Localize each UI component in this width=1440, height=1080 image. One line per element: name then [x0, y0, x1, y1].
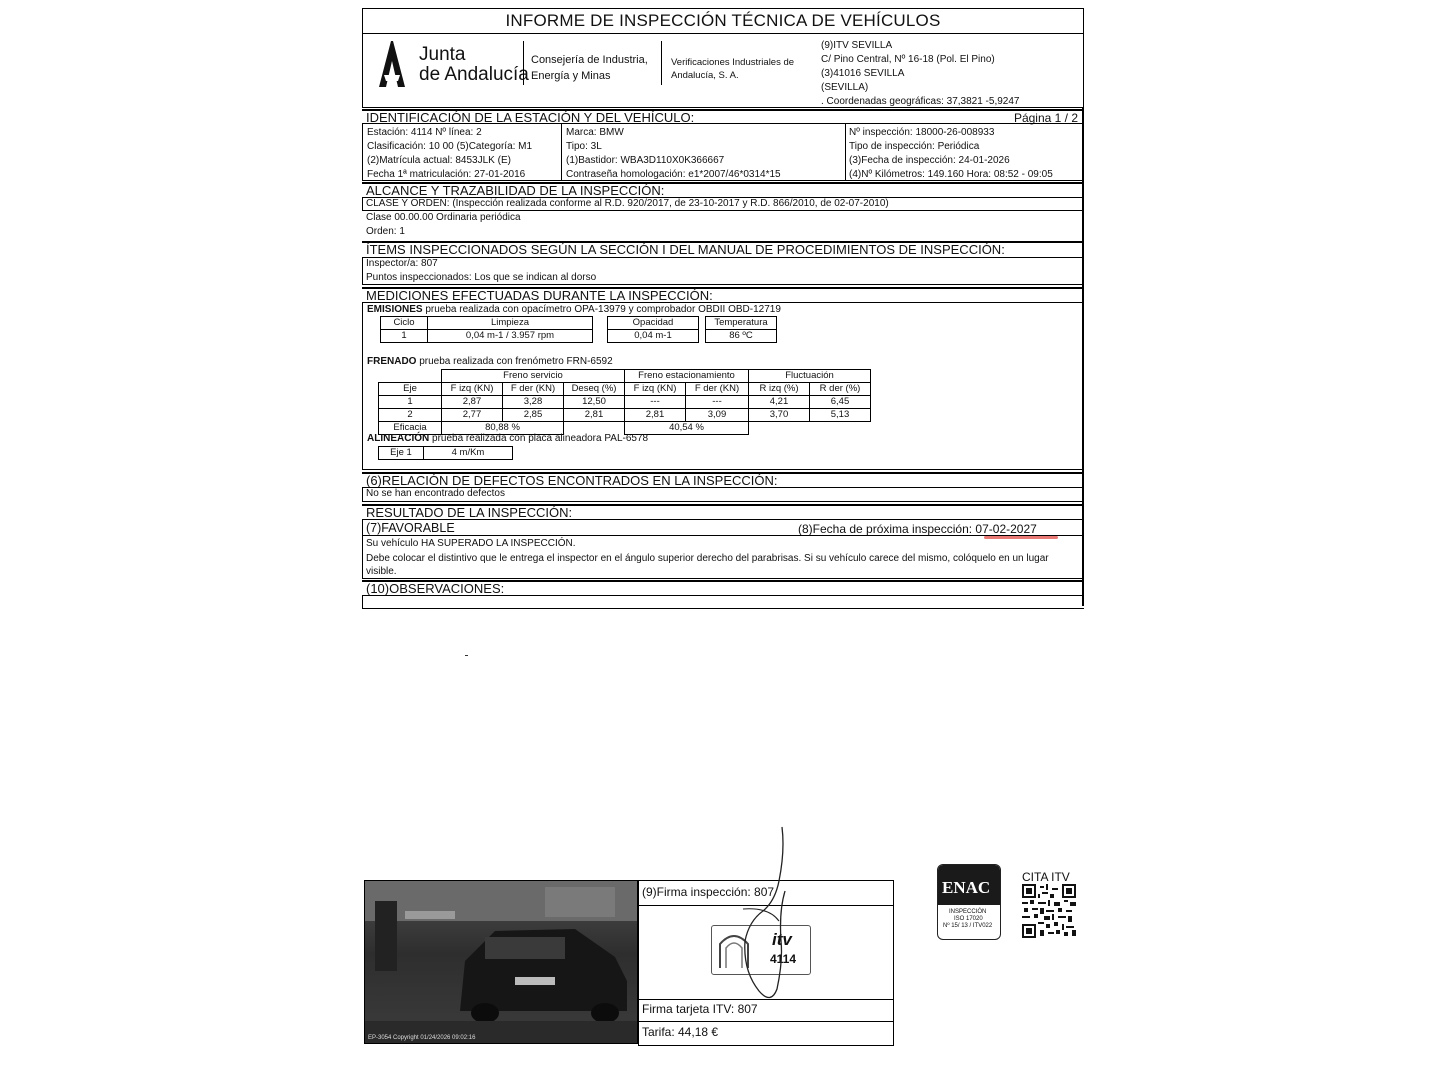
- frenado-row-1: 1 2,87 3,28 12,50 --- --- 4,21 6,45: [379, 396, 871, 409]
- resultado-line1: Su vehículo HA SUPERADO LA INSPECCIÓN.: [366, 538, 576, 549]
- verif-line2: Andalucía, S. A.: [671, 70, 739, 81]
- id-col1: Estación: 4114 Nº línea: 2 Clasificación: 10 00 (5)Categoría: M1 (2)Matrícula actual: 8453JLK (E) Fecha 1ª matriculación: 27-01-2016: [367, 127, 533, 180]
- report-header: [362, 8, 1084, 108]
- section-defectos: (6)RELACIÓN DE DEFECTOS ENCONTRADOS EN LA INSPECCIÓN:: [362, 472, 1084, 488]
- alcance-line3: Orden: 1: [366, 226, 405, 237]
- section-items: ÍTEMS INSPECCIONADOS SEGÚN LA SECCIÓN I DEL MANUAL DE PROCEDIMIENTOS DE INSPECCIÓN:: [362, 241, 1084, 257]
- emisiones-desc: EMISIONES prueba realizada con opacímetro OPA-13979 y comprobador OBDII OBD-12719: [367, 304, 781, 315]
- firma-inspeccion: (9)Firma inspección: 807: [642, 885, 775, 899]
- frenado-row-2: 2 2,77 2,85 2,81 2,81 3,09 3,70 5,13: [379, 409, 871, 422]
- alcance-line2: Clase 00.00.00 Ordinaria periódica: [366, 212, 521, 223]
- consejeria-line2: Energía y Minas: [531, 70, 611, 82]
- frenado-eficacia: Eficacia 80,88 % 40,54 %: [379, 422, 871, 435]
- alineacion-table: Eje 1 4 m/Km: [378, 446, 513, 460]
- id-col3: Nº inspección: 18000-26-008933 Tipo de inspección: Periódica (3)Fecha de inspección: 24-01-2026 (4)Nº Kilómetros: 149.160 Hora: 08:52 - 09:05: [849, 127, 1053, 180]
- verif-line1: Verificaciones Industriales de: [671, 57, 795, 68]
- defectos-text: No se han encontrado defectos: [366, 488, 505, 499]
- resultado-line2: Debe colocar el distintivo que le entrega el inspector en el ángulo superior derecho del parabrisas. Si su vehículo carece del mismo, colóquelo en un lugar: [366, 553, 1049, 564]
- resultado-favorable: (7)FAVORABLE: [366, 521, 455, 535]
- section-observaciones: (10)OBSERVACIONES:: [362, 580, 1084, 596]
- page-number: Página 1 / 2: [1013, 111, 1078, 125]
- resultado-line3: visible.: [366, 566, 397, 577]
- identificacion-heading: IDENTIFICACIÓN DE LA ESTACIÓN Y DEL VEHÍCULO:: [366, 110, 695, 125]
- section-resultado: RESULTADO DE LA INSPECCIÓN:: [362, 504, 1084, 520]
- items-puntos: Puntos inspeccionados: Los que se indican al dorso: [366, 272, 597, 283]
- section-alcance: ALCANCE Y TRAZABILIDAD DE LA INSPECCIÓN:: [362, 182, 1084, 198]
- section-mediciones: MEDICIONES EFECTUADAS DURANTE LA INSPECCIÓN:: [362, 287, 1084, 303]
- qr-code-icon[interactable]: [1022, 884, 1076, 938]
- stamp-itv: itv: [772, 930, 792, 949]
- alcance-line1: CLASE Y ORDEN: (Inspección realizada conforme al R.D. 920/2017, de 23-10-2017 y R.D. 866/2010, de 02-07-2010): [366, 198, 889, 209]
- frenado-desc: FRENADO prueba realizada con frenómetro FRN-6592: [367, 356, 613, 367]
- vehicle-photo: [364, 880, 638, 1044]
- consejeria-line1: Consejería de Industria,: [531, 54, 648, 66]
- junta-line2: de Andalucía: [419, 64, 529, 85]
- id-col2: Marca: BMW Tipo: 3L (1)Bastidor: WBA3D110X0K366667 Contraseña homologación: e1*2007/46*0314*15: [566, 127, 781, 180]
- frenado-table: Freno servicio Freno estacionamiento Fluctuación Eje F izq (KN) F der (KN) Deseq (%) F izq (KN) F der (KN) R izq (%) R der (%) 1 2,87 3,28 12,50 --- --- 4,21 6,45 2 2,77 2,85 2,81 2,81 3,09 3,70 5,13 Eficacia 80,88 % 40,54 %: [378, 369, 871, 435]
- items-inspector: Inspector/a: 807: [366, 258, 438, 269]
- enac-text: ENAC: [942, 878, 991, 897]
- vehicle-photo-icon: [365, 881, 637, 1043]
- junta-logo-icon: [377, 39, 407, 89]
- tarifa: Tarifa: 44,18 €: [642, 1025, 719, 1039]
- station-address: (9)ITV SEVILLA C/ Pino Central, Nº 16-18 (Pol. El Pino) (3)41016 SEVILLA (SEVILLA) . Coordenadas geográficas: 37,3821 -5,9247: [821, 40, 1020, 107]
- proxima-inspeccion: (8)Fecha de próxima inspección: 07-02-2027: [798, 522, 1037, 536]
- report-title: INFORME DE INSPECCIÓN TÉCNICA DE VEHÍCULOS: [363, 9, 1083, 34]
- proxima-date: 07-02-2027: [975, 522, 1037, 536]
- cita-itv-label: CITA ITV: [1022, 870, 1070, 884]
- signature-box: [638, 880, 894, 1046]
- enac-logo: ENAC INSPECCIÓN ISO 17020 Nº 15/ 13 / ITV022: [937, 864, 1001, 940]
- junta-line1: Junta: [419, 44, 466, 65]
- junta-logo: [377, 39, 407, 94]
- stamp-code: 4114: [770, 952, 797, 966]
- firma-tarjeta: Firma tarjeta ITV: 807: [642, 1002, 758, 1016]
- emisiones-table: Ciclo Limpieza Opacidad Temperatura 1 0,04 m-1 / 3.957 rpm 0,04 m-1 86 ºC: [380, 316, 777, 343]
- stray-mark: [465, 655, 468, 656]
- alineacion-desc: ALINEACIÓN prueba realizada con placa alineadora PAL-6578: [367, 433, 649, 444]
- date-underline-mark: [984, 536, 1058, 539]
- identificacion-box: [362, 123, 1084, 181]
- photo-caption: EP-3054 Copyright 01/24/2026 09:02:16: [368, 1035, 476, 1041]
- handwritten-signature: [719, 821, 839, 1021]
